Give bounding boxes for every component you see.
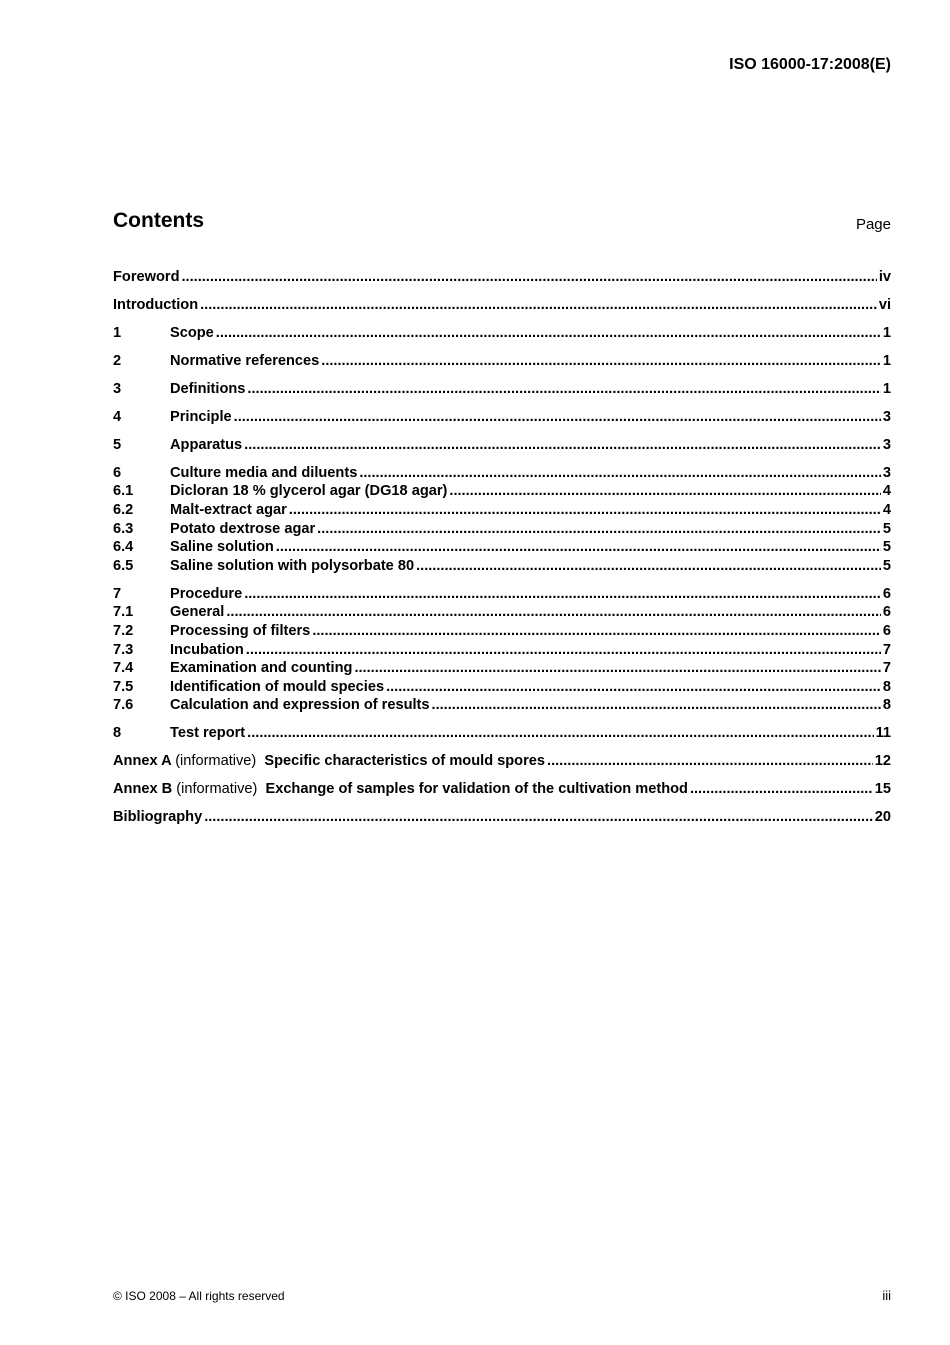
toc-entry-number: 7	[113, 585, 122, 602]
toc-entry-title: Normative references	[170, 352, 320, 369]
toc-entry[interactable]	[113, 660, 891, 679]
toc-dot-leader	[200, 297, 877, 313]
toc-entry-page: 11	[875, 725, 891, 742]
toc-entry-number: 2	[113, 352, 122, 369]
toc-entry-page: 5	[882, 539, 891, 556]
toc-dot-leader	[289, 502, 881, 518]
toc-entry-title: Foreword	[113, 269, 180, 285]
toc-entry-number: 4	[113, 408, 122, 425]
toc-entry-title: Incubation	[170, 641, 244, 658]
toc-entry-number: 6.2	[113, 502, 134, 519]
toc-entry-title: Identification of mould species	[170, 678, 385, 695]
toc-dot-leader	[226, 604, 881, 620]
toc-entry-page: 4	[882, 483, 891, 500]
toc-entry-page: 12	[874, 753, 891, 770]
toc-entry-number: 7.1	[113, 604, 134, 621]
page-column-label: Page	[855, 216, 891, 233]
toc-entry-page: 1	[882, 352, 891, 369]
toc-entry[interactable]	[113, 409, 891, 428]
toc-entry-number: 5	[113, 436, 122, 453]
toc-entry-page: 8	[882, 678, 891, 695]
toc-dot-leader	[317, 521, 881, 537]
toc-entry[interactable]	[113, 604, 891, 623]
toc-entry[interactable]	[113, 325, 891, 344]
toc-entry-page: 20	[874, 809, 891, 826]
toc-dot-leader	[547, 753, 873, 769]
toc-entry-title: Introduction	[113, 296, 199, 313]
toc-entry[interactable]	[113, 297, 891, 316]
toc-dot-leader	[276, 539, 881, 555]
toc-entry-page: 1	[882, 380, 891, 397]
toc-entry[interactable]	[113, 381, 891, 400]
toc-dot-leader	[216, 325, 881, 341]
toc-entry[interactable]	[113, 697, 891, 716]
toc-dot-leader	[321, 353, 881, 369]
toc-entry-title: Test report	[170, 725, 246, 742]
toc-bibliography-entry[interactable]	[113, 809, 891, 828]
toc-entry-page: 15	[874, 781, 891, 798]
toc-entry[interactable]	[113, 269, 891, 288]
toc-entry-number: 7.5	[113, 678, 134, 695]
toc-entry[interactable]	[113, 502, 891, 521]
toc-entry[interactable]	[113, 521, 891, 540]
table-of-contents	[113, 269, 891, 828]
toc-entry-title: Calculation and expression of results	[170, 697, 430, 714]
toc-entry-title: Potato dextrose agar	[170, 520, 316, 537]
toc-entry-number: 7.3	[113, 641, 134, 658]
toc-entry[interactable]	[113, 586, 891, 605]
toc-entry-page: 5	[882, 557, 891, 574]
toc-entry-title: Malt-extract agar	[170, 502, 287, 519]
toc-dot-leader	[416, 558, 881, 574]
toc-entry-page: 5	[882, 520, 891, 537]
toc-annex-title-group	[113, 781, 688, 797]
toc-entry-number: 6.5	[113, 557, 134, 574]
copyright-notice: © ISO 2008 – All rights reserved	[113, 1289, 285, 1303]
toc-entry[interactable]	[113, 558, 891, 577]
toc-entry-title: Scope	[170, 324, 214, 341]
toc-dot-leader	[181, 269, 876, 285]
toc-entry-number: 1	[113, 324, 122, 341]
toc-entry-title: Processing of filters	[170, 623, 311, 640]
contents-heading: Contents	[113, 209, 204, 232]
toc-dot-leader	[204, 809, 873, 825]
toc-entry-number: 6	[113, 464, 122, 481]
toc-annex-title-group	[113, 753, 545, 769]
toc-entry-page: 8	[882, 697, 891, 714]
toc-dot-leader	[354, 660, 880, 676]
toc-dot-leader	[312, 623, 881, 639]
toc-entry-title: Apparatus	[170, 436, 243, 453]
toc-entry-page: 3	[882, 436, 891, 453]
toc-entry-number: 6.1	[113, 483, 134, 500]
toc-dot-leader	[449, 483, 880, 499]
toc-dot-leader	[246, 642, 881, 658]
toc-dot-leader	[432, 697, 881, 713]
toc-entry[interactable]	[113, 437, 891, 456]
toc-annex-title: Specific characteristics of mould spores	[264, 753, 546, 770]
toc-dot-leader	[386, 679, 881, 695]
toc-entry-page: 1	[882, 324, 891, 341]
toc-dot-leader	[247, 381, 880, 397]
toc-entry-number: 7.6	[113, 697, 134, 714]
toc-annex-tag: (informative)	[175, 753, 257, 770]
toc-entry-title: Definitions	[170, 380, 246, 397]
toc-entry-title: Dicloran 18 % glycerol agar (DG18 agar)	[170, 483, 448, 500]
toc-dot-leader	[244, 437, 881, 453]
toc-entry[interactable]	[113, 679, 891, 698]
toc-annex-entry[interactable]	[113, 781, 891, 800]
toc-annex-entry[interactable]	[113, 753, 891, 772]
toc-dot-leader	[244, 586, 881, 602]
toc-entry[interactable]	[113, 483, 891, 502]
toc-entry-title: Bibliography	[113, 809, 203, 826]
toc-entry-page: iv	[878, 269, 891, 285]
toc-entry-number: 6.4	[113, 539, 134, 556]
toc-entry-page: vi	[878, 296, 891, 313]
toc-annex-title: Exchange of samples for validation of the cultivation method	[265, 781, 688, 798]
toc-annex-label: Annex B	[113, 781, 173, 798]
toc-entry-page: 6	[882, 585, 891, 602]
toc-entry-page: 6	[882, 623, 891, 640]
toc-entry-page: 3	[882, 408, 891, 425]
toc-entry-number: 8	[113, 725, 122, 742]
toc-entry-page: 7	[882, 660, 891, 677]
toc-entry-title: Saline solution	[170, 539, 274, 556]
toc-dot-leader	[690, 781, 873, 797]
toc-annex-label: Annex A	[113, 753, 172, 770]
toc-entry[interactable]	[113, 465, 891, 484]
page-number: iii	[882, 1288, 891, 1303]
toc-entry-page: 4	[882, 502, 891, 519]
toc-annex-tag: (informative)	[176, 781, 258, 798]
toc-entry[interactable]	[113, 539, 891, 558]
toc-entry-page: 7	[882, 641, 891, 658]
toc-entry-number: 7.2	[113, 623, 134, 640]
toc-entry-title: General	[170, 604, 225, 621]
toc-entry-title: Examination and counting	[170, 660, 353, 677]
toc-entry[interactable]	[113, 623, 891, 642]
toc-dot-leader	[234, 409, 881, 425]
toc-entry-title: Culture media and diluents	[170, 464, 358, 481]
toc-dot-leader	[359, 465, 881, 481]
toc-entry-page: 3	[882, 464, 891, 481]
toc-entry[interactable]	[113, 642, 891, 661]
toc-entry[interactable]	[113, 353, 891, 372]
toc-entry-number: 3	[113, 380, 122, 397]
document-identifier: ISO 16000-17:2008(E)	[729, 56, 891, 73]
toc-entry-page: 6	[882, 604, 891, 621]
toc-entry[interactable]	[113, 725, 891, 744]
toc-entry-number: 6.3	[113, 520, 134, 537]
toc-entry-title: Principle	[170, 408, 232, 425]
toc-entry-number: 7.4	[113, 660, 134, 677]
toc-entry-title: Saline solution with polysorbate 80	[170, 557, 415, 574]
toc-dot-leader	[247, 725, 873, 741]
toc-entry-title: Procedure	[170, 585, 243, 602]
